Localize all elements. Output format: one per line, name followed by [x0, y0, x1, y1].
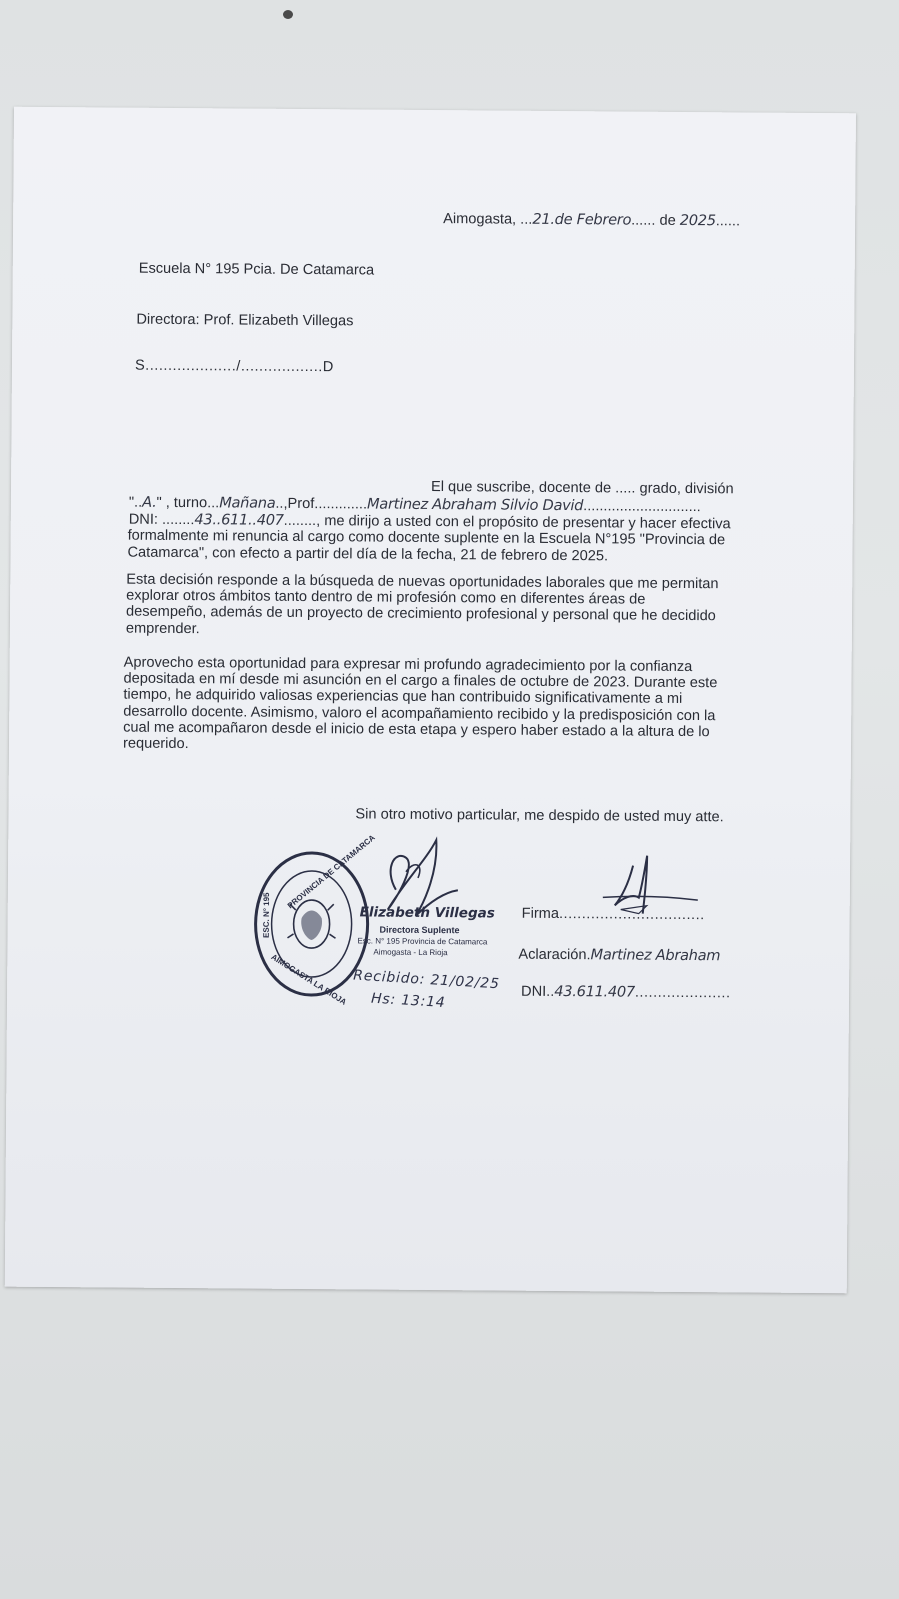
- sello-name: Elizabeth Villegas: [359, 904, 495, 922]
- date-mid: ...... de: [631, 212, 680, 229]
- p3-line: requerido.: [122, 735, 189, 753]
- handwritten-turno: Mañana: [219, 494, 276, 512]
- seal-ring-bottom: AIMOGASTA LA RIOJA: [269, 952, 349, 1007]
- p1-line2-d: .............................: [583, 498, 701, 516]
- dni-line: [521, 983, 731, 1003]
- date-line: [443, 210, 740, 230]
- paragraph-2: [126, 572, 719, 641]
- p2-line: emprender.: [125, 620, 200, 637]
- recipient-director: Directora: Prof. Elizabeth Villegas: [136, 311, 354, 330]
- sello-role: Directora Suplente: [379, 924, 460, 936]
- aclaracion-label: Aclaración.: [518, 946, 591, 964]
- date-end: ......: [715, 213, 741, 230]
- dni-label: DNI..: [521, 983, 555, 1000]
- p3-line: cual me acompañaron desde el inicio de esta etapa y espero haber estado a la altura de lo: [123, 719, 710, 740]
- firma-line: [522, 906, 705, 924]
- handwritten-name: Martinez Abraham Silvio David: [366, 495, 584, 515]
- p1-line4: formalmente mi renuncia al cargo como docente suplente en la Escuela N°195 "Provincia de: [127, 527, 726, 549]
- closing-line: Sin otro motivo particular, me despido de usted muy atte.: [355, 806, 724, 826]
- p1-line3-b: ........, me dirijo a usted con el propósito de presentar y hacer efectiva: [283, 512, 731, 533]
- date-place: Aimogasta, ...: [443, 211, 533, 228]
- dni-value: 43.611.407: [554, 982, 635, 1001]
- sello-place: Aimogasta - La Rioja: [373, 947, 448, 958]
- date-day-month: 21.de Febrero: [532, 210, 632, 229]
- received-note: Recibido: 21/02/25: [352, 967, 501, 993]
- date-year: 2025: [679, 211, 716, 230]
- p1-line5: Catamarca", con efecto a partir del día de la fecha, 21 de febrero de 2025.: [127, 544, 609, 565]
- background-speck: [283, 10, 293, 19]
- p3-line: desarrollo docente. Asimismo, valoro el acompañamiento recibido y la predisposición con la: [123, 703, 716, 724]
- seal-ring-top: PROVINCIA DE CATAMARCA: [285, 833, 377, 911]
- p1-line3-a: DNI: ........: [128, 511, 195, 529]
- p1-line1: El que suscribe, docente de ..... grado, división: [430, 478, 734, 498]
- salutation: S..................../..................D: [134, 357, 334, 376]
- aclaracion-line: [518, 946, 720, 966]
- received-time: Hs: 13:14: [370, 990, 446, 1012]
- p2-line: Esta decisión responde a la búsqueda de nuevas oportunidades laborales que me permitan: [126, 571, 719, 593]
- p2-line: explorar otros ámbitos tanto dentro de mi profesión como en diferentes áreas de: [126, 587, 646, 608]
- handwritten-division: A.: [142, 493, 157, 511]
- p1-line2-b: " , turno...: [156, 494, 220, 512]
- p1-line2-a: "..: [128, 494, 143, 511]
- p3-line: Aprovecho esta oportunidad para expresar mi profundo agradecimiento por la confianza: [123, 654, 693, 676]
- firma-dots: ................................: [558, 905, 705, 924]
- p1-line2-c: ..,Prof.............: [275, 495, 368, 513]
- paragraph-3: [123, 655, 718, 757]
- handwritten-dni: 43..611..407: [194, 511, 284, 529]
- aclaracion-value: Martinez Abraham: [590, 946, 721, 965]
- firma-label: Firma: [521, 905, 560, 922]
- sello-school: Esc. N° 195 Provincia de Catamarca: [357, 936, 488, 947]
- p2-line: desempeño, además de un proyecto de crecimiento profesional y personal que he decidido: [125, 603, 716, 625]
- seal-ring-left: ESC. N° 195: [261, 892, 272, 938]
- dni-dots: .....................: [634, 984, 731, 1002]
- recipient-school: Escuela N° 195 Pcia. De Catamarca: [138, 260, 375, 279]
- p3-line: depositada en mí desde mi asunción en el cargo a finales de octubre de 2023. Durante este: [123, 670, 718, 692]
- p3-line: tiempo, he adquirido valiosas experiencias que han contribuido significativamente a mi: [123, 686, 683, 708]
- letter-paper: [5, 107, 856, 1294]
